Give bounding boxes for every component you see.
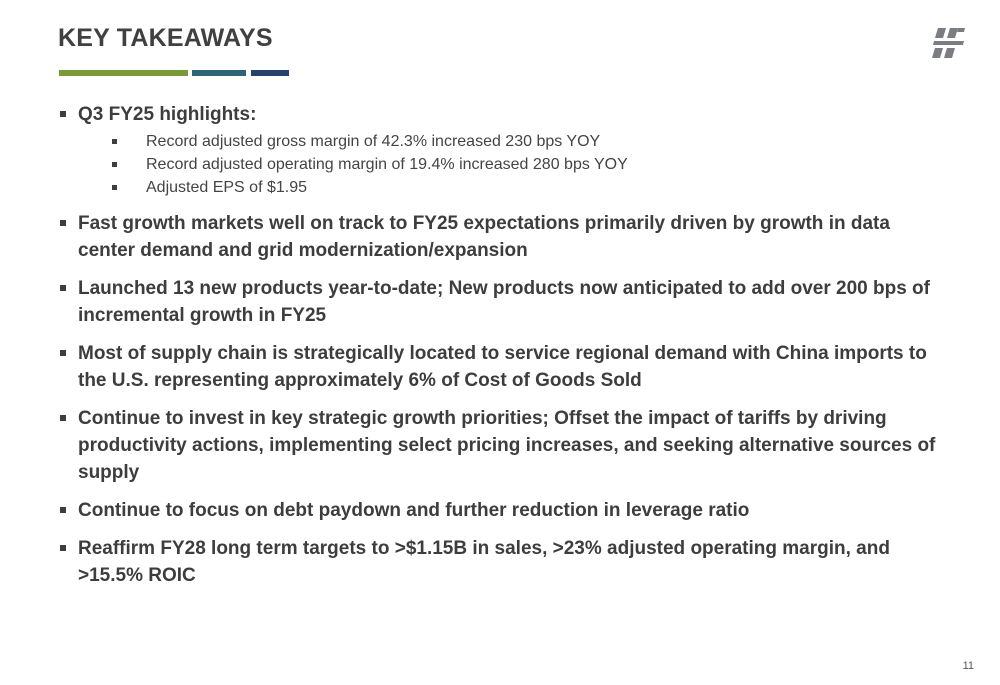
bullet-marker (60, 545, 66, 551)
sub-bullet-text: Record adjusted gross margin of 42.3% increased 230 bps YOY (146, 133, 601, 150)
takeaways-list (60, 101, 950, 589)
bullet-text: Launched 13 new products year-to-date; New products now anticipated to add over 200 bps of incremental growth in FY25 (78, 278, 930, 326)
sub-bullet-list (112, 130, 950, 199)
sub-bullet-marker (112, 162, 117, 167)
title-accent-bars (59, 70, 299, 76)
sub-bullet-marker (112, 185, 117, 190)
sub-bullet-item (112, 130, 950, 153)
bullet-marker (60, 507, 66, 513)
page-title: KEY TAKEAWAYS (58, 24, 273, 52)
bullet-text: Fast growth markets well on track to FY25 expectations primarily driven by growth in data center demand and grid modernization/expansion (78, 213, 890, 261)
bullet-marker (60, 220, 66, 226)
sub-bullet-item (112, 176, 950, 199)
sub-bullet-text: Record adjusted operating margin of 19.4% increased 280 bps YOY (146, 156, 628, 173)
bullet-text: Continue to focus on debt paydown and further reduction in leverage ratio (78, 500, 750, 521)
bullet-marker (60, 111, 66, 117)
bullet-item (60, 405, 950, 486)
accent-bar-navy (251, 70, 289, 76)
sub-bullet-text: Adjusted EPS of $1.95 (146, 179, 307, 196)
accent-bar-green (59, 70, 188, 76)
bullet-item (60, 497, 950, 524)
bullet-text: Most of supply chain is strategically located to service regional demand with China imports to the U.S. representing approximately 6% of Cost of Goods Sold (78, 343, 927, 391)
bullet-item (60, 210, 950, 264)
company-logo-svg (932, 28, 966, 58)
sub-bullet-item (112, 153, 950, 176)
sub-bullet-marker (112, 139, 117, 144)
bullet-text: Reaffirm FY28 long term targets to >$1.15B in sales, >23% adjusted operating margin, and >15.5% ROIC (78, 538, 890, 586)
bullet-marker (60, 350, 66, 356)
bullet-item (60, 340, 950, 394)
bullet-text: Q3 FY25 highlights: (78, 104, 257, 125)
bullet-text: Continue to invest in key strategic growth priorities; Offset the impact of tariffs by driving productivity actions, implementing select pricing increases, and seeking alternative sources of supply (78, 408, 936, 483)
bullet-item (60, 535, 950, 589)
accent-bar-teal (192, 70, 246, 76)
bullet-marker (60, 285, 66, 291)
company-logo-icon (932, 28, 966, 58)
page-number: 11 (962, 660, 974, 672)
bullet-item (60, 275, 950, 329)
bullet-marker (60, 415, 66, 421)
bullet-item (60, 101, 950, 128)
